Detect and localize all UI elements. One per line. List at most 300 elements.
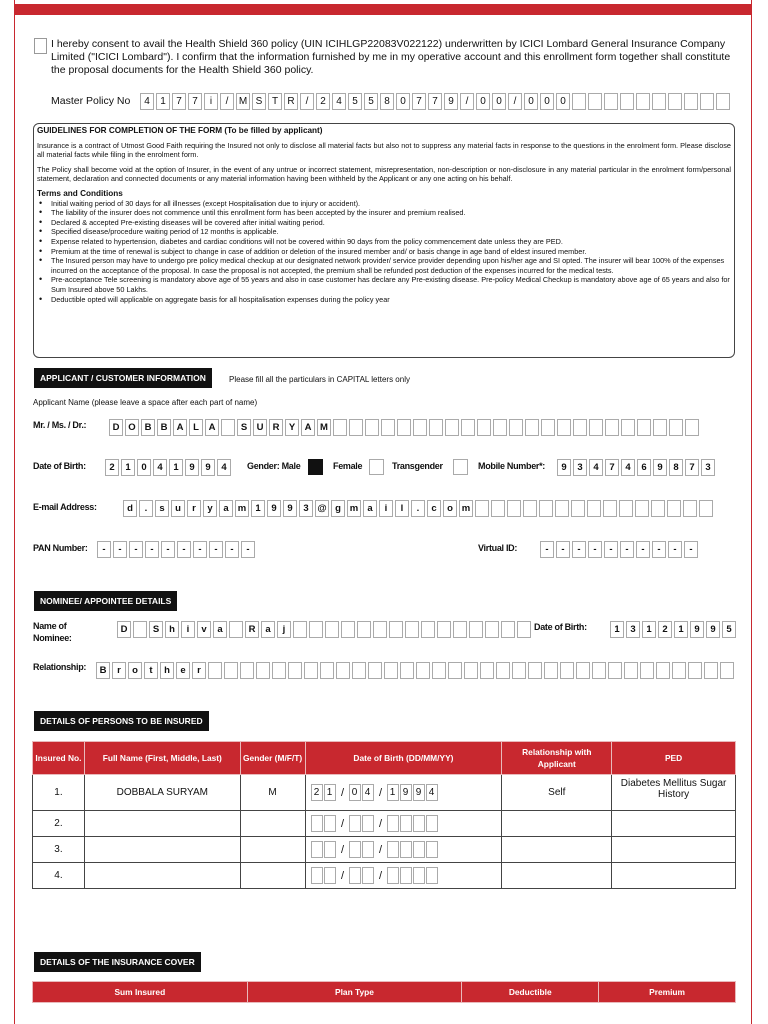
- char-cell[interactable]: [357, 621, 371, 638]
- char-cell[interactable]: [588, 93, 602, 110]
- dob-char-cell[interactable]: [426, 841, 438, 858]
- table-row: [33, 811, 736, 837]
- char-cell[interactable]: -: [572, 541, 586, 558]
- char-cell[interactable]: 1: [121, 459, 135, 476]
- dob-char-cell[interactable]: [349, 867, 361, 884]
- char-cell[interactable]: [720, 662, 734, 679]
- pan-field[interactable]: [97, 541, 257, 558]
- char-cell[interactable]: 4: [621, 459, 635, 476]
- char-cell[interactable]: [493, 419, 507, 436]
- char-cell[interactable]: -: [145, 541, 159, 558]
- char-cell[interactable]: [640, 662, 654, 679]
- char-cell[interactable]: [453, 621, 467, 638]
- char-cell[interactable]: B: [141, 419, 155, 436]
- char-cell[interactable]: [573, 419, 587, 436]
- dob-char-cell[interactable]: [387, 841, 399, 858]
- char-cell[interactable]: d: [123, 500, 137, 517]
- char-cell[interactable]: r: [187, 500, 201, 517]
- char-cell[interactable]: [667, 500, 681, 517]
- char-cell[interactable]: [555, 500, 569, 517]
- char-cell[interactable]: B: [157, 419, 171, 436]
- char-cell[interactable]: S: [237, 419, 251, 436]
- char-cell[interactable]: 1: [610, 621, 624, 638]
- char-cell[interactable]: [651, 500, 665, 517]
- char-cell[interactable]: [304, 662, 318, 679]
- char-cell[interactable]: R: [269, 419, 283, 436]
- char-cell[interactable]: -: [161, 541, 175, 558]
- char-cell[interactable]: -: [225, 541, 239, 558]
- dob-cell[interactable]: [305, 811, 502, 837]
- char-cell[interactable]: T: [268, 93, 282, 110]
- char-cell[interactable]: [224, 662, 238, 679]
- char-cell[interactable]: [373, 621, 387, 638]
- dob-label: Date of Birth:: [33, 461, 86, 471]
- char-cell[interactable]: 3: [626, 621, 640, 638]
- char-cell[interactable]: [685, 419, 699, 436]
- char-cell[interactable]: [653, 419, 667, 436]
- ped-cell[interactable]: [612, 811, 736, 837]
- char-cell[interactable]: 2: [658, 621, 672, 638]
- char-cell[interactable]: [368, 662, 382, 679]
- dob-char-cell[interactable]: 9: [400, 784, 412, 801]
- char-cell[interactable]: [605, 419, 619, 436]
- char-cell[interactable]: [683, 500, 697, 517]
- char-cell[interactable]: [624, 662, 638, 679]
- char-cell[interactable]: [229, 621, 243, 638]
- char-cell[interactable]: [699, 500, 713, 517]
- virtual-id-field[interactable]: [540, 541, 700, 558]
- dob-char-cell[interactable]: [413, 815, 425, 832]
- date-separator: /: [341, 786, 345, 799]
- char-cell[interactable]: /: [300, 93, 314, 110]
- gender-cell[interactable]: [240, 863, 305, 889]
- char-cell[interactable]: [293, 621, 307, 638]
- char-cell[interactable]: D: [117, 621, 131, 638]
- dob-char-cell[interactable]: [311, 841, 323, 858]
- char-cell[interactable]: [541, 419, 555, 436]
- char-cell[interactable]: 8: [380, 93, 394, 110]
- char-cell[interactable]: 2: [105, 459, 119, 476]
- char-cell[interactable]: t: [144, 662, 158, 679]
- char-cell[interactable]: a: [261, 621, 275, 638]
- relationship-cell[interactable]: [502, 837, 612, 863]
- dob-char-cell[interactable]: [387, 815, 399, 832]
- char-cell[interactable]: 3: [299, 500, 313, 517]
- gender-female-checkbox[interactable]: [369, 459, 384, 475]
- dob-char-cell[interactable]: [362, 867, 374, 884]
- char-cell[interactable]: [592, 662, 606, 679]
- char-cell[interactable]: u: [171, 500, 185, 517]
- char-cell[interactable]: m: [459, 500, 473, 517]
- char-cell[interactable]: [397, 419, 411, 436]
- char-cell[interactable]: Y: [285, 419, 299, 436]
- char-cell[interactable]: [413, 419, 427, 436]
- char-cell[interactable]: [604, 93, 618, 110]
- char-cell[interactable]: S: [149, 621, 163, 638]
- char-cell[interactable]: [621, 419, 635, 436]
- char-cell[interactable]: /: [460, 93, 474, 110]
- char-cell[interactable]: S: [252, 93, 266, 110]
- char-cell[interactable]: m: [235, 500, 249, 517]
- char-cell[interactable]: 2: [316, 93, 330, 110]
- char-cell[interactable]: -: [97, 541, 111, 558]
- char-cell[interactable]: -: [620, 541, 634, 558]
- gender-male-checkbox[interactable]: [308, 459, 323, 475]
- char-cell[interactable]: 7: [605, 459, 619, 476]
- char-cell[interactable]: 9: [653, 459, 667, 476]
- char-cell[interactable]: [603, 500, 617, 517]
- char-cell[interactable]: 4: [153, 459, 167, 476]
- char-cell[interactable]: -: [540, 541, 554, 558]
- char-cell[interactable]: [464, 662, 478, 679]
- char-cell[interactable]: 9: [444, 93, 458, 110]
- char-cell[interactable]: [389, 621, 403, 638]
- dob-char-cell[interactable]: 9: [413, 784, 425, 801]
- dob-char-cell[interactable]: [349, 815, 361, 832]
- char-cell[interactable]: a: [213, 621, 227, 638]
- char-cell[interactable]: j: [277, 621, 291, 638]
- header-full-name: Full Name (First, Middle, Last): [84, 742, 240, 775]
- dob-char-cell[interactable]: [426, 867, 438, 884]
- char-cell[interactable]: h: [165, 621, 179, 638]
- applicant-dob-field[interactable]: [105, 459, 233, 476]
- char-cell[interactable]: -: [604, 541, 618, 558]
- date-separator: /: [379, 843, 383, 856]
- char-cell[interactable]: 0: [137, 459, 151, 476]
- char-cell[interactable]: 3: [701, 459, 715, 476]
- char-cell[interactable]: [288, 662, 302, 679]
- char-cell[interactable]: [668, 93, 682, 110]
- char-cell[interactable]: 1: [674, 621, 688, 638]
- char-cell[interactable]: [381, 419, 395, 436]
- char-cell[interactable]: [416, 662, 430, 679]
- dob-char-cell[interactable]: 2: [311, 784, 323, 801]
- char-cell[interactable]: i: [181, 621, 195, 638]
- char-cell[interactable]: [501, 621, 515, 638]
- char-cell[interactable]: s: [155, 500, 169, 517]
- char-cell[interactable]: 5: [722, 621, 736, 638]
- dob-char-cell[interactable]: [400, 867, 412, 884]
- char-cell[interactable]: [341, 621, 355, 638]
- char-cell[interactable]: o: [443, 500, 457, 517]
- char-cell[interactable]: 9: [267, 500, 281, 517]
- consent-checkbox[interactable]: [34, 38, 47, 54]
- ped-cell[interactable]: [612, 863, 736, 889]
- char-cell[interactable]: D: [109, 419, 123, 436]
- dob-cell[interactable]: [305, 775, 502, 811]
- char-cell[interactable]: -: [177, 541, 191, 558]
- ped-cell[interactable]: Diabetes Mellitus Sugar History: [612, 775, 736, 811]
- char-cell[interactable]: r: [112, 662, 126, 679]
- dob-char-cell[interactable]: [349, 841, 361, 858]
- char-cell[interactable]: 4: [332, 93, 346, 110]
- char-cell[interactable]: e: [176, 662, 190, 679]
- char-cell[interactable]: [544, 662, 558, 679]
- char-cell[interactable]: 9: [706, 621, 720, 638]
- applicant-name-hint: Applicant Name (please leave a space after each part of name): [33, 398, 258, 407]
- char-cell[interactable]: [688, 662, 702, 679]
- char-cell[interactable]: R: [284, 93, 298, 110]
- char-cell[interactable]: [684, 93, 698, 110]
- dob-char-cell[interactable]: [324, 815, 336, 832]
- char-cell[interactable]: 4: [589, 459, 603, 476]
- char-cell[interactable]: 0: [556, 93, 570, 110]
- char-cell[interactable]: m: [347, 500, 361, 517]
- char-cell[interactable]: 7: [188, 93, 202, 110]
- char-cell[interactable]: 3: [573, 459, 587, 476]
- char-cell[interactable]: [637, 419, 651, 436]
- char-cell[interactable]: [421, 621, 435, 638]
- dob-char-cell[interactable]: [311, 815, 323, 832]
- char-cell[interactable]: v: [197, 621, 211, 638]
- nominee-dob-field[interactable]: [610, 621, 738, 638]
- gender-cell[interactable]: [240, 811, 305, 837]
- char-cell[interactable]: [429, 419, 443, 436]
- char-cell[interactable]: [480, 662, 494, 679]
- char-cell[interactable]: -: [209, 541, 223, 558]
- char-cell[interactable]: U: [253, 419, 267, 436]
- char-cell[interactable]: [528, 662, 542, 679]
- char-cell[interactable]: A: [301, 419, 315, 436]
- dob-char-cell[interactable]: [324, 841, 336, 858]
- char-cell[interactable]: [512, 662, 526, 679]
- char-cell[interactable]: [469, 621, 483, 638]
- char-cell[interactable]: A: [205, 419, 219, 436]
- char-cell[interactable]: [461, 419, 475, 436]
- char-cell[interactable]: 8: [669, 459, 683, 476]
- char-cell[interactable]: -: [588, 541, 602, 558]
- char-cell[interactable]: 0: [476, 93, 490, 110]
- dob-char-cell[interactable]: 1: [387, 784, 399, 801]
- char-cell[interactable]: [523, 500, 537, 517]
- char-cell[interactable]: [509, 419, 523, 436]
- char-cell[interactable]: [539, 500, 553, 517]
- char-cell[interactable]: 7: [685, 459, 699, 476]
- char-cell[interactable]: [352, 662, 366, 679]
- relationship-cell[interactable]: [502, 863, 612, 889]
- char-cell[interactable]: [405, 621, 419, 638]
- full-name-cell[interactable]: DOBBALA SURYAM: [84, 775, 240, 811]
- char-cell[interactable]: l: [395, 500, 409, 517]
- char-cell[interactable]: -: [668, 541, 682, 558]
- char-cell[interactable]: [365, 419, 379, 436]
- dob-char-cell[interactable]: 4: [362, 784, 374, 801]
- char-cell[interactable]: o: [128, 662, 142, 679]
- char-cell[interactable]: 9: [185, 459, 199, 476]
- char-cell[interactable]: [571, 500, 585, 517]
- char-cell[interactable]: [309, 621, 323, 638]
- char-cell[interactable]: a: [219, 500, 233, 517]
- char-cell[interactable]: [507, 500, 521, 517]
- char-cell[interactable]: [448, 662, 462, 679]
- char-cell[interactable]: [656, 662, 670, 679]
- char-cell[interactable]: R: [245, 621, 259, 638]
- char-cell[interactable]: [525, 419, 539, 436]
- char-cell[interactable]: 0: [540, 93, 554, 110]
- dob-cell[interactable]: [305, 837, 502, 863]
- full-name-cell[interactable]: [84, 811, 240, 837]
- char-cell[interactable]: -: [684, 541, 698, 558]
- char-cell[interactable]: 9: [201, 459, 215, 476]
- char-cell[interactable]: [221, 419, 235, 436]
- char-cell[interactable]: L: [189, 419, 203, 436]
- char-cell[interactable]: [208, 662, 222, 679]
- relationship-field[interactable]: [96, 662, 736, 679]
- char-cell[interactable]: y: [203, 500, 217, 517]
- char-cell[interactable]: 4: [140, 93, 154, 110]
- char-cell[interactable]: [336, 662, 350, 679]
- char-cell[interactable]: @: [315, 500, 329, 517]
- gender-cell[interactable]: [240, 837, 305, 863]
- terms-list: [37, 199, 731, 305]
- char-cell[interactable]: 7: [172, 93, 186, 110]
- char-cell[interactable]: M: [236, 93, 250, 110]
- char-cell[interactable]: [635, 500, 649, 517]
- char-cell[interactable]: [517, 621, 531, 638]
- char-cell[interactable]: [620, 93, 634, 110]
- char-cell[interactable]: [716, 93, 730, 110]
- char-cell[interactable]: [672, 662, 686, 679]
- char-cell[interactable]: c: [427, 500, 441, 517]
- char-cell[interactable]: M: [317, 419, 331, 436]
- char-cell[interactable]: 0: [396, 93, 410, 110]
- gender-cell[interactable]: M: [240, 775, 305, 811]
- char-cell[interactable]: i: [204, 93, 218, 110]
- char-cell[interactable]: 9: [283, 500, 297, 517]
- dob-cell[interactable]: [305, 863, 502, 889]
- dob-char-cell[interactable]: 1: [324, 784, 336, 801]
- char-cell[interactable]: A: [173, 419, 187, 436]
- dob-char-cell[interactable]: [426, 815, 438, 832]
- char-cell[interactable]: [256, 662, 270, 679]
- nominee-name-field[interactable]: [117, 621, 533, 638]
- relationship-cell[interactable]: [502, 811, 612, 837]
- char-cell[interactable]: -: [556, 541, 570, 558]
- char-cell[interactable]: [477, 419, 491, 436]
- dob-char-cell[interactable]: 4: [426, 784, 438, 801]
- date-separator: /: [379, 869, 383, 882]
- relationship-cell[interactable]: Self: [502, 775, 612, 811]
- char-cell[interactable]: [619, 500, 633, 517]
- master-policy-field[interactable]: [140, 93, 732, 110]
- char-cell[interactable]: [437, 621, 451, 638]
- dob-char-cell[interactable]: 0: [349, 784, 361, 801]
- dob-char-cell[interactable]: [413, 867, 425, 884]
- char-cell[interactable]: 9: [690, 621, 704, 638]
- char-cell[interactable]: [485, 621, 499, 638]
- char-cell[interactable]: -: [129, 541, 143, 558]
- char-cell[interactable]: 1: [169, 459, 183, 476]
- char-cell[interactable]: [325, 621, 339, 638]
- char-cell[interactable]: [272, 662, 286, 679]
- char-cell[interactable]: [349, 419, 363, 436]
- dob-char-cell[interactable]: [362, 841, 374, 858]
- dob-char-cell[interactable]: [400, 815, 412, 832]
- dob-char-cell[interactable]: [413, 841, 425, 858]
- char-cell[interactable]: a: [363, 500, 377, 517]
- char-cell[interactable]: [491, 500, 505, 517]
- char-cell[interactable]: 5: [364, 93, 378, 110]
- char-cell[interactable]: [608, 662, 622, 679]
- char-cell[interactable]: [589, 419, 603, 436]
- char-cell[interactable]: [496, 662, 510, 679]
- char-cell[interactable]: [636, 93, 650, 110]
- char-cell[interactable]: [475, 500, 489, 517]
- char-cell[interactable]: -: [636, 541, 650, 558]
- char-cell[interactable]: 7: [412, 93, 426, 110]
- char-cell[interactable]: 0: [524, 93, 538, 110]
- gender-transgender-checkbox[interactable]: [453, 459, 468, 475]
- char-cell[interactable]: 0: [492, 93, 506, 110]
- char-cell[interactable]: [240, 662, 254, 679]
- full-name-cell[interactable]: [84, 837, 240, 863]
- char-cell[interactable]: 9: [557, 459, 571, 476]
- char-cell[interactable]: [560, 662, 574, 679]
- char-cell[interactable]: O: [125, 419, 139, 436]
- insured-no-cell: 4.: [33, 863, 85, 889]
- char-cell[interactable]: 1: [251, 500, 265, 517]
- char-cell[interactable]: -: [193, 541, 207, 558]
- dob-char-cell[interactable]: [362, 815, 374, 832]
- char-cell[interactable]: [384, 662, 398, 679]
- mobile-number-field[interactable]: [557, 459, 717, 476]
- char-cell[interactable]: [669, 419, 683, 436]
- char-cell[interactable]: -: [113, 541, 127, 558]
- char-cell[interactable]: /: [508, 93, 522, 110]
- char-cell[interactable]: i: [379, 500, 393, 517]
- char-cell[interactable]: [587, 500, 601, 517]
- char-cell[interactable]: B: [96, 662, 110, 679]
- applicant-name-field[interactable]: [109, 419, 701, 436]
- char-cell[interactable]: [445, 419, 459, 436]
- char-cell[interactable]: [557, 419, 571, 436]
- char-cell[interactable]: [652, 93, 666, 110]
- char-cell[interactable]: 1: [156, 93, 170, 110]
- char-cell[interactable]: [700, 93, 714, 110]
- char-cell[interactable]: .: [411, 500, 425, 517]
- dob-char-cell[interactable]: [311, 867, 323, 884]
- char-cell[interactable]: [572, 93, 586, 110]
- char-cell[interactable]: 6: [637, 459, 651, 476]
- char-cell[interactable]: 5: [348, 93, 362, 110]
- virtual-id-label: Virtual ID:: [478, 543, 518, 553]
- char-cell[interactable]: [333, 419, 347, 436]
- ped-cell[interactable]: [612, 837, 736, 863]
- dob-char-cell[interactable]: [400, 841, 412, 858]
- char-cell[interactable]: [576, 662, 590, 679]
- char-cell[interactable]: -: [241, 541, 255, 558]
- dob-char-cell[interactable]: [324, 867, 336, 884]
- char-cell[interactable]: 1: [642, 621, 656, 638]
- full-name-cell[interactable]: [84, 863, 240, 889]
- char-cell[interactable]: 4: [217, 459, 231, 476]
- char-cell[interactable]: /: [220, 93, 234, 110]
- term-item: • Expense related to hypertension, diabetes and cardiac conditions will not be covered within 90 days from the policy commencement date unless they are PED.: [37, 237, 731, 247]
- email-field[interactable]: [123, 500, 715, 517]
- char-cell[interactable]: [704, 662, 718, 679]
- char-cell[interactable]: -: [652, 541, 666, 558]
- char-cell[interactable]: [133, 621, 147, 638]
- char-cell[interactable]: .: [139, 500, 153, 517]
- char-cell[interactable]: [320, 662, 334, 679]
- char-cell[interactable]: h: [160, 662, 174, 679]
- dob-char-cell[interactable]: [387, 867, 399, 884]
- char-cell[interactable]: [400, 662, 414, 679]
- char-cell[interactable]: r: [192, 662, 206, 679]
- char-cell[interactable]: g: [331, 500, 345, 517]
- char-cell[interactable]: [432, 662, 446, 679]
- char-cell[interactable]: 7: [428, 93, 442, 110]
